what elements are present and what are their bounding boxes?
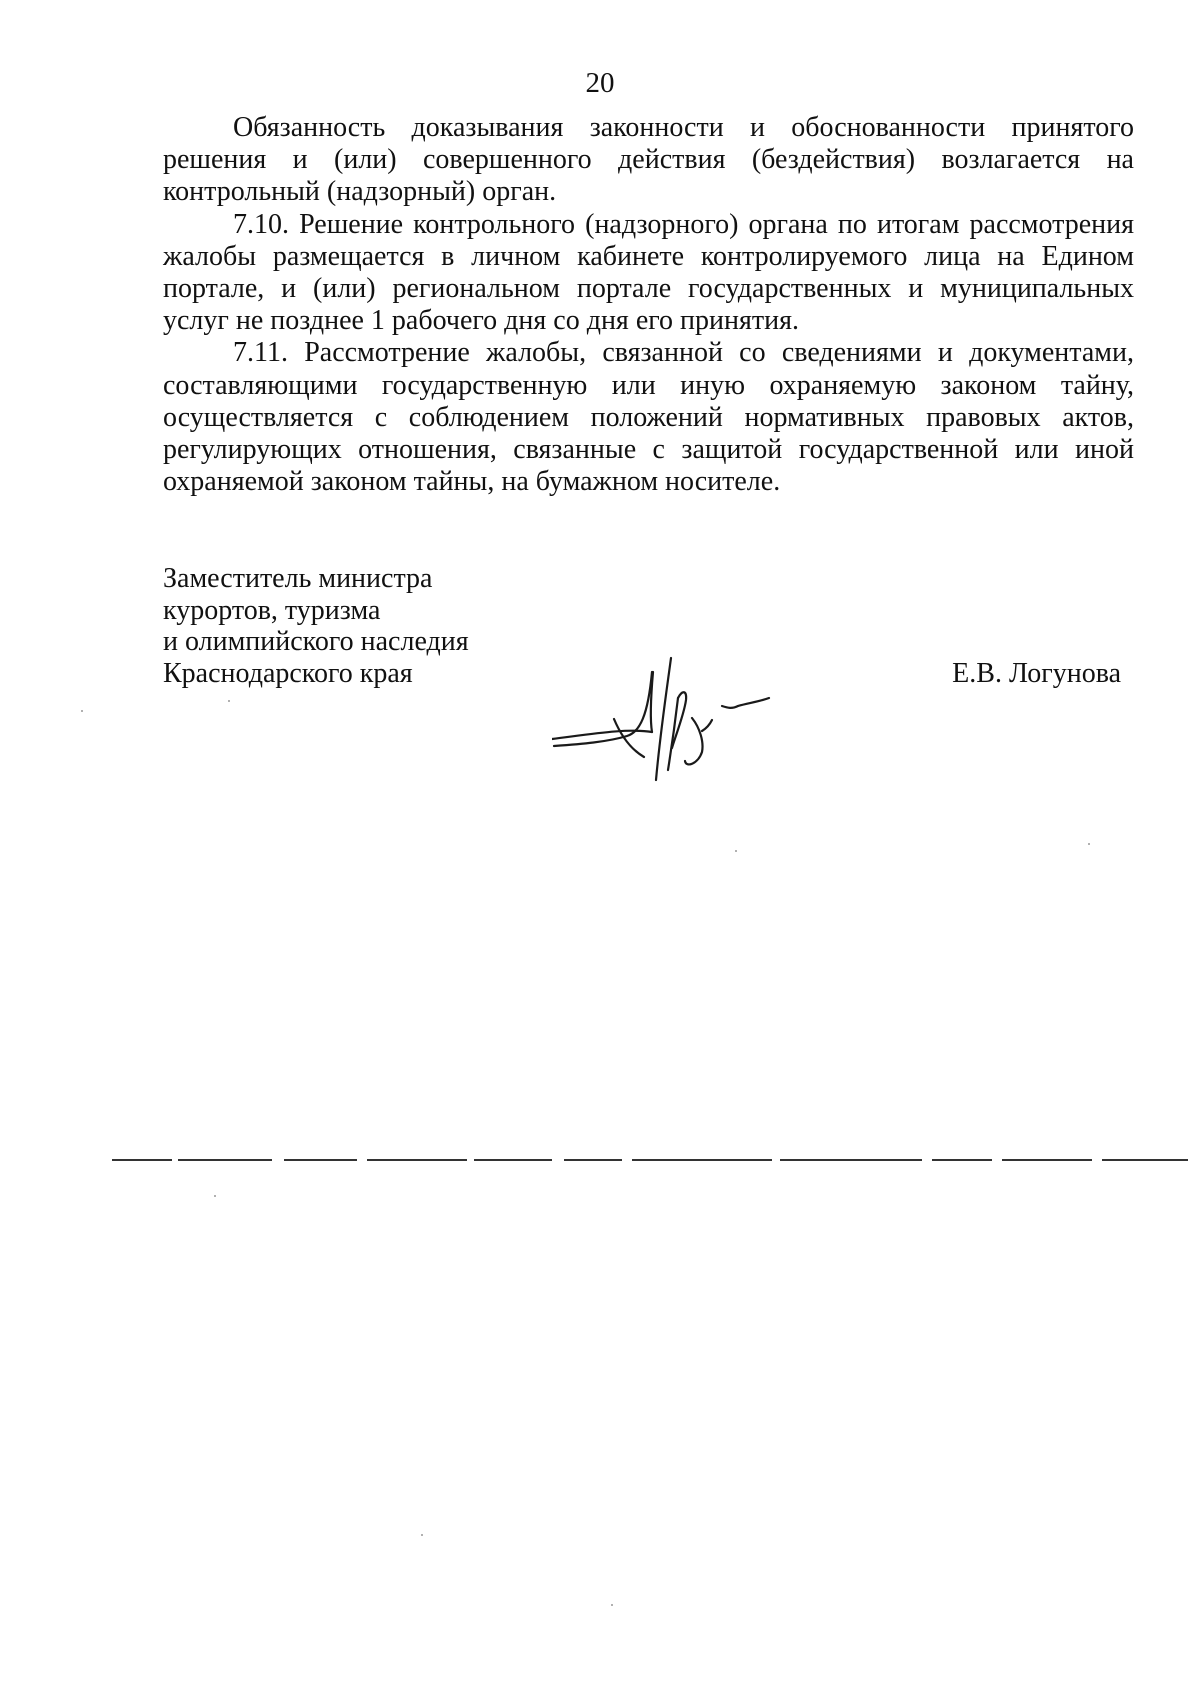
position-line: Краснодарского края — [163, 657, 413, 689]
position-line: курортов, туризма — [163, 594, 381, 626]
scan-speck — [228, 700, 230, 702]
position-line: и олимпийского наследия — [163, 626, 469, 657]
paragraph: 7.11. Рассмотрение жалобы, связанной со сведениями и документами, составляющими государственную или иную охраняемую законом тайну, осуществляется с соблюдением положений нормативных правовых актов, регулирующих отношения, связанные с защитой государственной или иной охраняемой законом тайны, на бумажном носителе. — [163, 337, 1134, 498]
scan-speck — [1088, 843, 1090, 845]
scan-speck — [735, 850, 737, 852]
separator-line — [112, 1158, 1188, 1162]
signature-position — [163, 563, 469, 689]
paragraph: Обязанность доказывания законности и обоснованности принятого решения и (или) совершенного действия (бездействия) возлагается на контрольный (надзорный) орган. — [163, 112, 1134, 208]
scan-speck — [421, 1534, 423, 1536]
document-body — [163, 112, 1134, 498]
scan-speck — [611, 1604, 613, 1606]
paragraph: 7.10. Решение контрольного (надзорного) органа по итогам рассмотрения жалобы размещается в личном кабинете контролируемого лица на Едином портале, и (или) региональном портале государственных и муниципальных услуг не позднее 1 рабочего дня со дня его принятия. — [163, 208, 1134, 337]
signer-name: Е.В. Логунова — [952, 658, 1121, 689]
page-number: 20 — [585, 67, 615, 99]
scan-speck — [81, 710, 83, 712]
position-line: Заместитель министра — [163, 563, 433, 594]
handwritten-signature — [552, 640, 802, 790]
scan-speck — [214, 1195, 216, 1197]
